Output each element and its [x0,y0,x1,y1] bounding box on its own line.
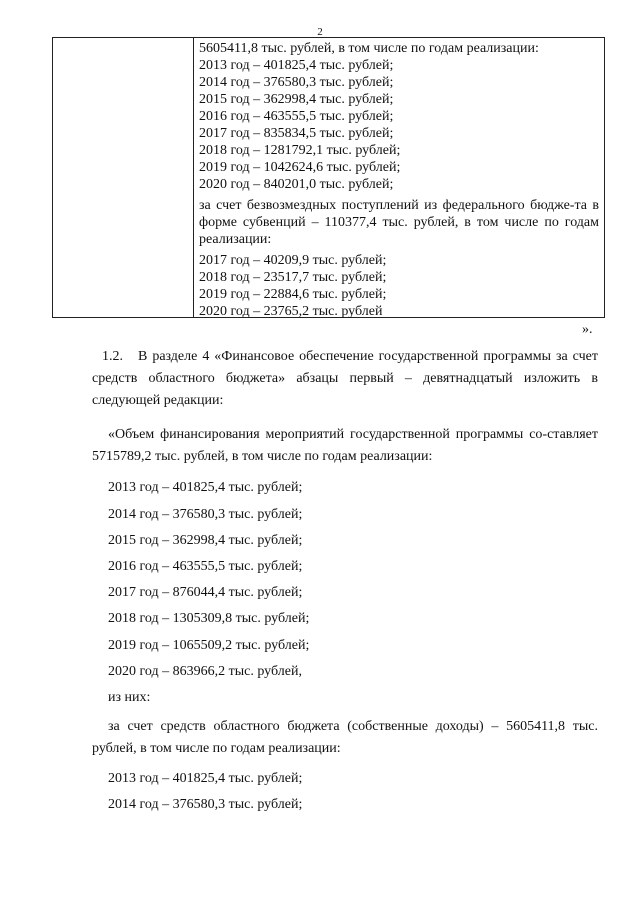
table-federal-year-line: 2018 год – 23517,7 тыс. рублей; [199,270,387,285]
total-year-line: 2018 год – 1305309,8 тыс. рублей; [108,611,310,626]
table-year-line: 2018 год – 1281792,1 тыс. рублей; [199,143,401,158]
regional-year-line: 2014 год – 376580,3 тыс. рублей; [108,797,303,812]
table-year-line: 2020 год – 840201,0 тыс. рублей; [199,177,394,192]
table-federal-year-line: 2020 год – 23765,2 тыс. рублей [199,304,383,319]
table-year-line: 2015 год – 362998,4 тыс. рублей; [199,92,394,107]
regional-year-line: 2013 год – 401825,4 тыс. рублей; [108,771,303,786]
table-year-line: 2016 год – 463555,5 тыс. рублей; [199,109,394,124]
table-year-line: 2013 год – 401825,4 тыс. рублей; [199,58,394,73]
page-number: 2 [317,26,323,38]
total-year-line: 2020 год – 863966,2 тыс. рублей, [108,664,302,679]
section-paragraph: В разделе 4 «Финансовое обеспечение государственной программы за счет средств областного бюджета» абзацы первый – девятнадцатый изложить в следующей редакции: [92,349,598,408]
total-year-line: 2014 год – 376580,3 тыс. рублей; [108,507,303,522]
table-year-line: 2017 год – 835834,5 тыс. рублей; [199,126,394,141]
table-column-divider [193,38,194,317]
table-right-cell [199,40,599,320]
closing-quote: ». [582,322,593,337]
of-them-label: из них: [108,690,151,705]
section-number: 1.2. [102,349,123,364]
total-year-line: 2015 год – 362998,4 тыс. рублей; [108,533,303,548]
table-year-line: 2019 год – 1042624,6 тыс. рублей; [199,160,401,175]
table-federal-year-line: 2017 год – 40209,9 тыс. рублей; [199,253,387,268]
total-year-line: 2013 год – 401825,4 тыс. рублей; [108,480,303,495]
total-year-line: 2017 год – 876044,4 тыс. рублей; [108,585,303,600]
financing-table [52,37,605,318]
regional-paragraph: за счет средств областного бюджета (собственные доходы) – 5605411,8 тыс. рублей, в том числе по годам реализации: [92,719,598,756]
table-year-line: 2014 год – 376580,3 тыс. рублей; [199,75,394,90]
table-federal-paragraph: за счет безвозмездных поступлений из федерального бюдже-та в форме субвенций – 110377,4 тыс. рублей, в том числе по годам реализации: [199,198,599,247]
table-intro-line: 5605411,8 тыс. рублей, в том числе по годам реализации: [199,41,539,56]
total-year-line: 2016 год – 463555,5 тыс. рублей; [108,559,303,574]
quote-paragraph: «Объем финансирования мероприятий государственной программы со-ставляет 5715789,2 тыс. рублей, в том числе по годам реализации: [92,427,598,464]
table-federal-year-line: 2019 год – 22884,6 тыс. рублей; [199,287,387,302]
total-year-line: 2019 год – 1065509,2 тыс. рублей; [108,638,310,653]
